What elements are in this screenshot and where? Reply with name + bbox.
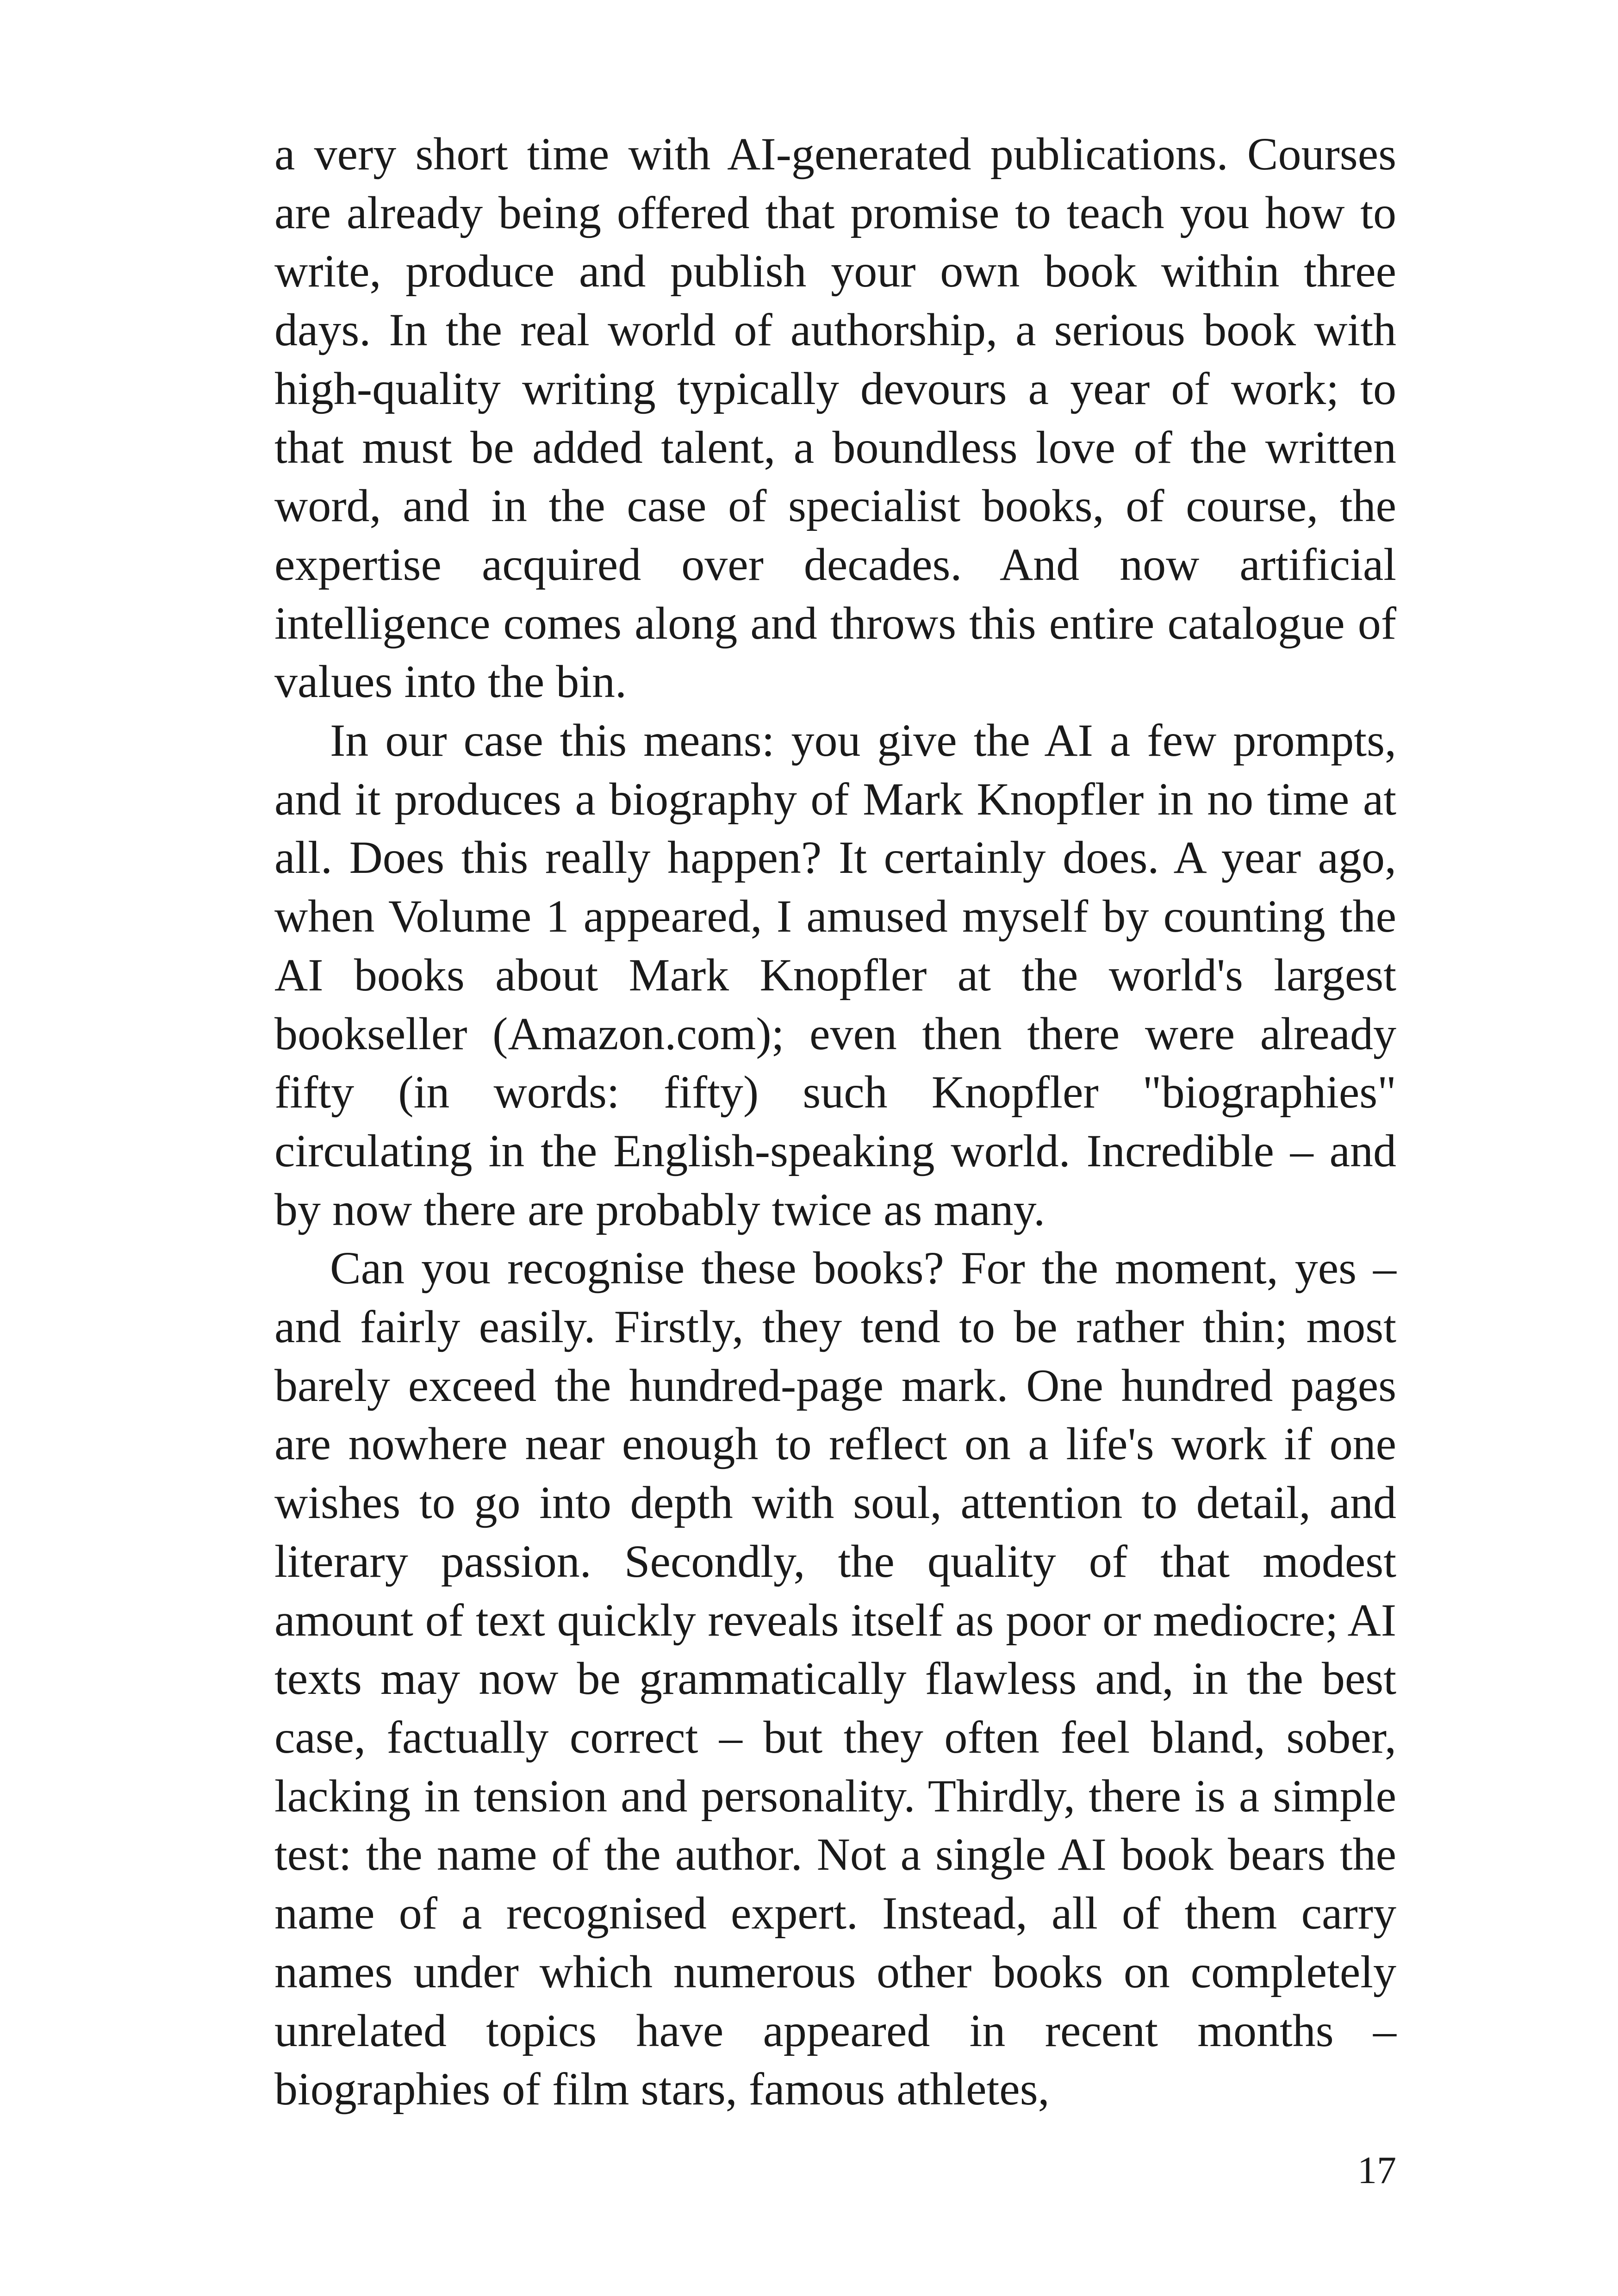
page-number: 17 bbox=[1357, 2149, 1396, 2192]
paragraph-recognising-ai-books: Can you recognise these books? For the moment, yes – and fairly easily. Firstly, they tend to be rather thin; most barely exceed the hundred-page mark. One hundred pages are nowhere near enough to reflect on a life's work if one wishes to go into depth with soul, attention to detail, and literary passion. Secondly, the quality of that modest amount of text quickly reveals itself as poor or mediocre; AI texts may now be grammatically flawless and, in the best case, factually correct – but they often feel bland, sober, lacking in tension and personality. Thirdly, there is a simple test: the name of the author. Not a single AI book bears the name of a recognised expert. Instead, all of them carry names under which numerous other books on completely unrelated topics have appeared in recent months – biographies of film stars, famous athletes, bbox=[274, 1242, 1396, 2115]
paragraph-ai-biographies: In our case this means: you give the AI a few prompts, and it produces a biography of Mark Knopfler in no time at all. Does this really happen? It certainly does. A year ago, when Volume 1 appeared, I amused myself by counting the AI books about Mark Knopfler at the world's largest bookseller (Amazon.com); even then there were already fifty (in words: fifty) such Knopfler "biographies" circulating in the English-speaking world. Incredible – and by now there are probably twice as many. bbox=[274, 715, 1396, 1235]
body-text bbox=[274, 125, 1396, 2119]
paragraph-continuation: a very short time with AI-generated publications. Courses are already being offered that promise to teach you how to write, produce and publish your own book within three days. In the real world of authorship, a serious book with high-quality writing typically devours a year of work; to that must be added talent, a boundless love of the written word, and in the case of specialist books, of course, the expertise acquired over decades. And now artificial intelligence comes along and throws this entire catalogue of values into the bin. bbox=[274, 128, 1396, 708]
